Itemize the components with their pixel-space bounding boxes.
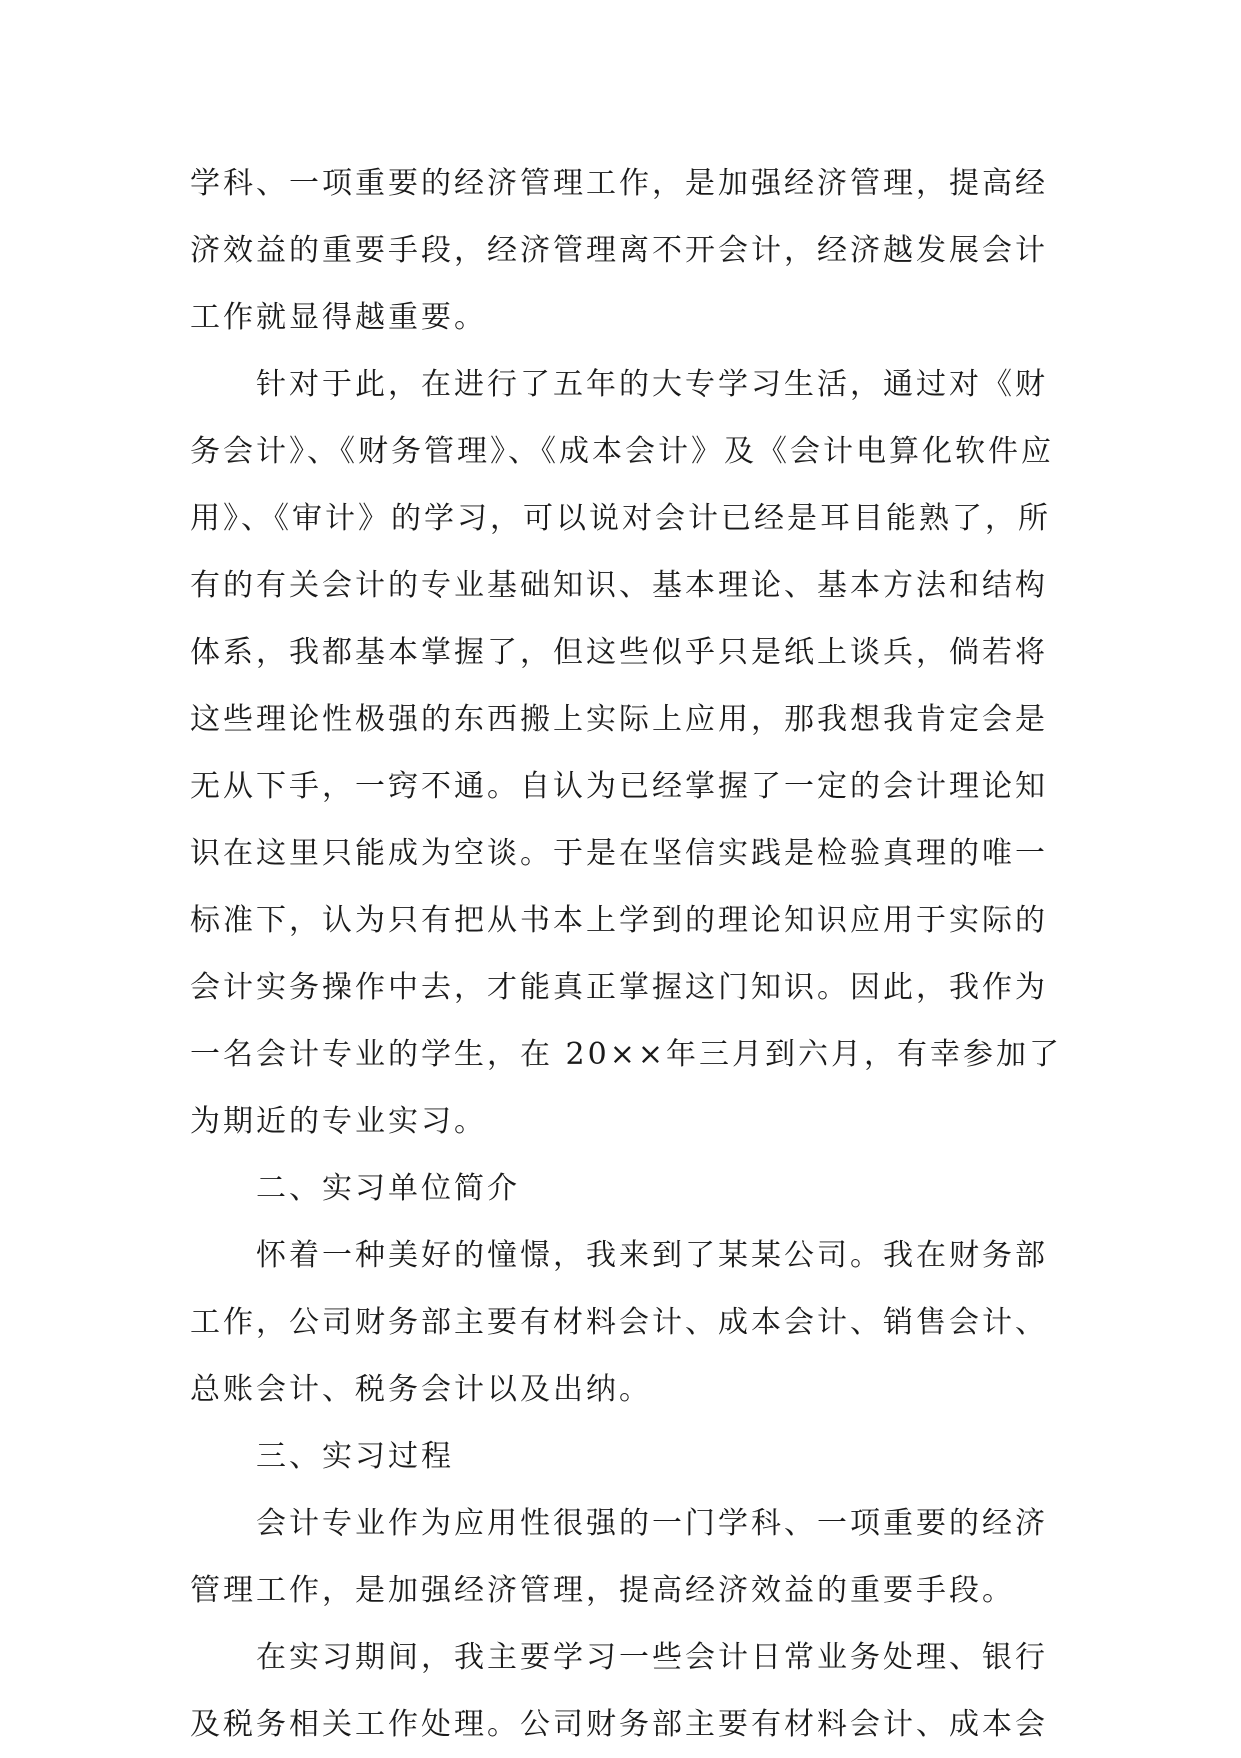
text-line: 会计专业作为应用性很强的一门学科、一项重要的经济 [256,1506,1048,1541]
text-line: 无从下手，一窍不通。自认为已经掌握了一定的会计理论知 [190,769,1048,804]
text-line: 务会计》、《财务管理》、《成本会计》及《会计电算化软件应 [190,434,1054,469]
text-line: 管理工作，是加强经济管理，提高经济效益的重要手段。 [190,1573,1015,1608]
text-line: 怀着一种美好的憧憬，我来到了某某公司。我在财务部 [256,1238,1048,1273]
text-line: 工作，公司财务部主要有材料会计、成本会计、销售会计、 [190,1305,1048,1340]
document-body [190,150,1070,1758]
text-line: 针对于此，在进行了五年的大专学习生活，通过对《财 [256,367,1048,402]
text-line: 在实习期间，我主要学习一些会计日常业务处理、银行 [256,1640,1048,1675]
text-line: 为期近的专业实习。 [190,1104,487,1139]
text-line: 学科、一项重要的经济管理工作，是加强经济管理，提高经 [190,166,1048,201]
text-line: 及税务相关工作处理。公司财务部主要有材料会计、成本会 [190,1707,1048,1742]
text-line: 总账会计、税务会计以及出纳。 [190,1372,652,1407]
text-line: 工作就显得越重要。 [190,300,487,335]
text-line: 二、实习单位简介 [256,1171,520,1206]
text-line: 一名会计专业的学生，在 20××年三月到六月，有幸参加了 [190,1037,1062,1072]
text-line: 这些理论性极强的东西搬上实际上应用，那我想我肯定会是 [190,702,1048,737]
text-line: 会计实务操作中去，才能真正掌握这门知识。因此，我作为 [190,970,1048,1005]
text-line: 三、实习过程 [256,1439,454,1474]
text-line: 有的有关会计的专业基础知识、基本理论、基本方法和结构 [190,568,1048,603]
text-line: 标准下，认为只有把从书本上学到的理论知识应用于实际的 [190,903,1048,938]
text-line: 识在这里只能成为空谈。于是在坚信实践是检验真理的唯一 [190,836,1048,871]
text-line: 体系，我都基本掌握了，但这些似乎只是纸上谈兵，倘若将 [190,635,1048,670]
text-line: 济效益的重要手段，经济管理离不开会计，经济越发展会计 [190,233,1048,268]
text-line: 用》、《审计》的学习，可以说对会计已经是耳目能熟了，所 [190,501,1051,536]
